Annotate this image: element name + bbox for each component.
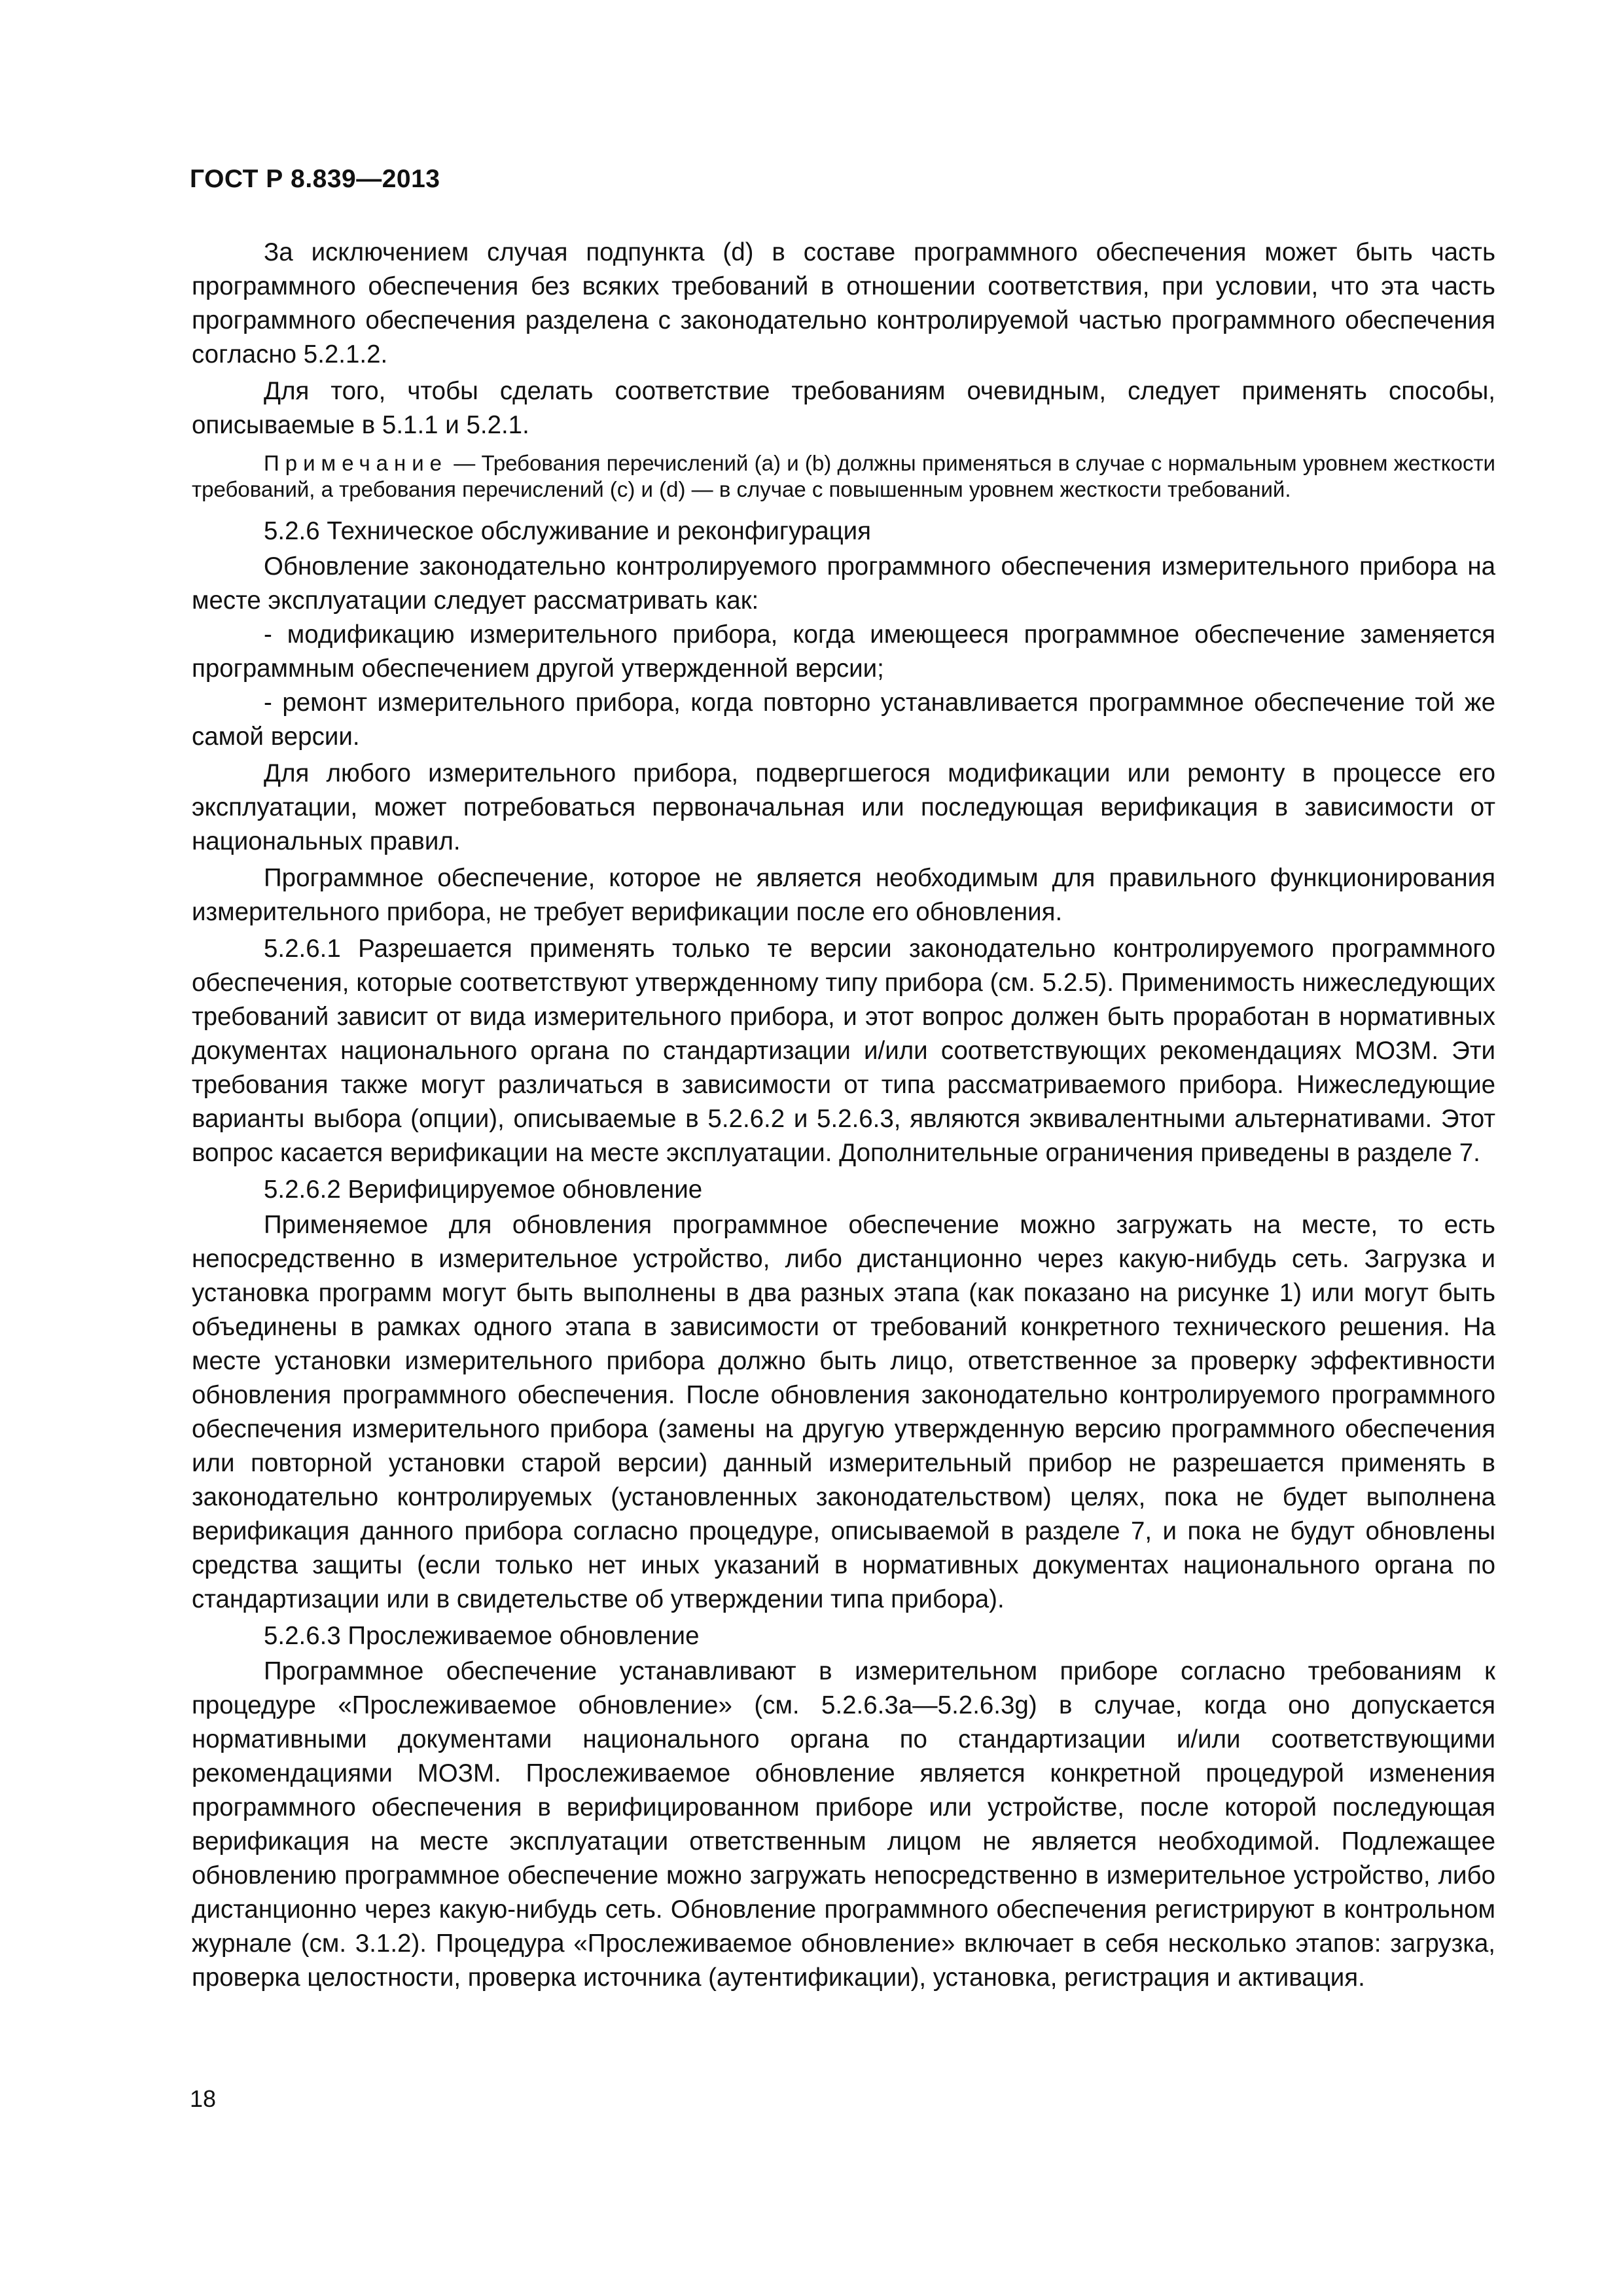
list-item-modification: - модификацию измерительного прибора, когда имеющееся программное обеспечение заменяется программным обеспечением другой утвержденной версии; xyxy=(192,620,1495,683)
page-number: 18 xyxy=(190,2085,217,2112)
section-heading-5-2-6: 5.2.6 Техническое обслуживание и реконфигурация xyxy=(264,517,872,545)
paragraph-non-essential-software: Программное обеспечение, которое не является необходимым для правильного функционирования измерительного прибора, не требует верификации после его обновления. xyxy=(192,864,1495,926)
document-header: ГОСТ Р 8.839—2013 xyxy=(190,165,440,193)
note-label: Примечание xyxy=(264,451,448,475)
paragraph-update-intro: Обновление законодательно контролируемого программного обеспечения измерительного прибора на месте эксплуатации следует рассматривать как: xyxy=(192,552,1495,615)
paragraph-conformity: Для того, чтобы сделать соответствие требованиям очевидным, следует применять способы, описываемые в 5.1.1 и 5.2.1. xyxy=(192,377,1495,439)
document-body xyxy=(192,236,1495,1998)
paragraph-exception: За исключением случая подпункта (d) в составе программного обеспечения может быть часть программного обеспечения без всяких требований в отношении соответствия, при условии, что эта часть программного обеспечения разделена с законодательно контролируемой частью программного обеспечения согласно 5.2.1.2. xyxy=(192,238,1495,368)
paragraph-verification: Для любого измерительного прибора, подвергшегося модификации или ремонту в процессе его эксплуатации, может потребоваться первоначальная или последующая верификация в зависимости от национальных правил. xyxy=(192,759,1495,855)
section-heading-5-2-6-3: 5.2.6.3 Прослеживаемое обновление xyxy=(264,1622,700,1650)
paragraph-traceable-update: Программное обеспечение устанавливают в измерительном приборе согласно требованиям к процедуре «Прослеживаемое обновление» (см. 5.2.6.3a—5.2.6.3g) в случае, когда оно допускается нормативными документами национального органа по стандартизации и/или соответствующими рекомендациями МОЗМ. Прослеживаемое обновление является конкретной процедурой изменения программного обеспечения в верифицированном приборе или устройстве, после которой последующая верификация на месте эксплуатации ответственным лицом не является необходимой. Подлежащее обновлению программное обеспечение можно загружать непосредственно в измерительное устройство, либо дистанционно через какую-нибудь сеть. Обновление программного обеспечения регистрируют в контрольном журнале (см. 3.1.2). Процедура «Прослеживаемое обновление» включает в себя несколько этапов: загрузка, проверка целостности, проверка источника (аутентификации), установка, регистрация и активация. xyxy=(192,1657,1495,1992)
list-item-repair: - ремонт измерительного прибора, когда повторно устанавливается программное обеспечение той же самой версии. xyxy=(192,689,1495,751)
note-text: — Требования перечислений (a) и (b) должны применяться в случае с нормальным уровнем жесткости требований, а требования перечислений (c) и (d) — в случае с повышенным уровнем жесткости требований. xyxy=(192,451,1495,501)
paragraph-5-2-6-1: 5.2.6.1 Разрешается применять только те версии законодательно контролируемого программного обеспечения, которые соответствуют утвержденному типу прибора (см. 5.2.5). Применимость нижеследующих требований зависит от вида измерительного прибора, и этот вопрос должен быть проработан в нормативных документах национального органа по стандартизации и/или соответствующих рекомендациях МОЗМ. Эти требования также могут различаться в зависимости от типа рассматриваемого прибора. Нижеследующие варианты выбора (опции), описываемые в 5.2.6.2 и 5.2.6.3, являются эквивалентными альтернативами. Этот вопрос касается верификации на месте эксплуатации. Дополнительные ограничения приведены в разделе 7. xyxy=(192,935,1495,1167)
section-heading-5-2-6-2: 5.2.6.2 Верифицируемое обновление xyxy=(264,1175,703,1204)
paragraph-verifiable-update: Применяемое для обновления программное обеспечение можно загружать на месте, то есть непосредственно в измерительное устройство, либо дистанционно через какую-нибудь сеть. Загрузка и установка программ могут быть выполнены в два разных этапа (как показано на рисунке 1) или могут быть объединены в рамках одного этапа в зависимости от требований конкретного технического решения. На месте установки измерительного прибора должно быть лицо, ответственное за проверку эффективности обновления программного обеспечения. После обновления законодательно контролируемого программного обеспечения измерительного прибора (замены на другую утвержденную версию программного обеспечения или повторной установки старой версии) данный измерительный прибор не разрешается применять в законодательно контролируемых (установленных законодательством) целях, пока не будет выполнена верификация данного прибора согласно процедуре, описываемой в разделе 7, и пока не будут обновлены средства защиты (если только нет иных указаний в нормативных документах национального органа по стандартизации или в свидетельстве об утверждении типа прибора). xyxy=(192,1211,1495,1613)
note xyxy=(192,450,1495,503)
